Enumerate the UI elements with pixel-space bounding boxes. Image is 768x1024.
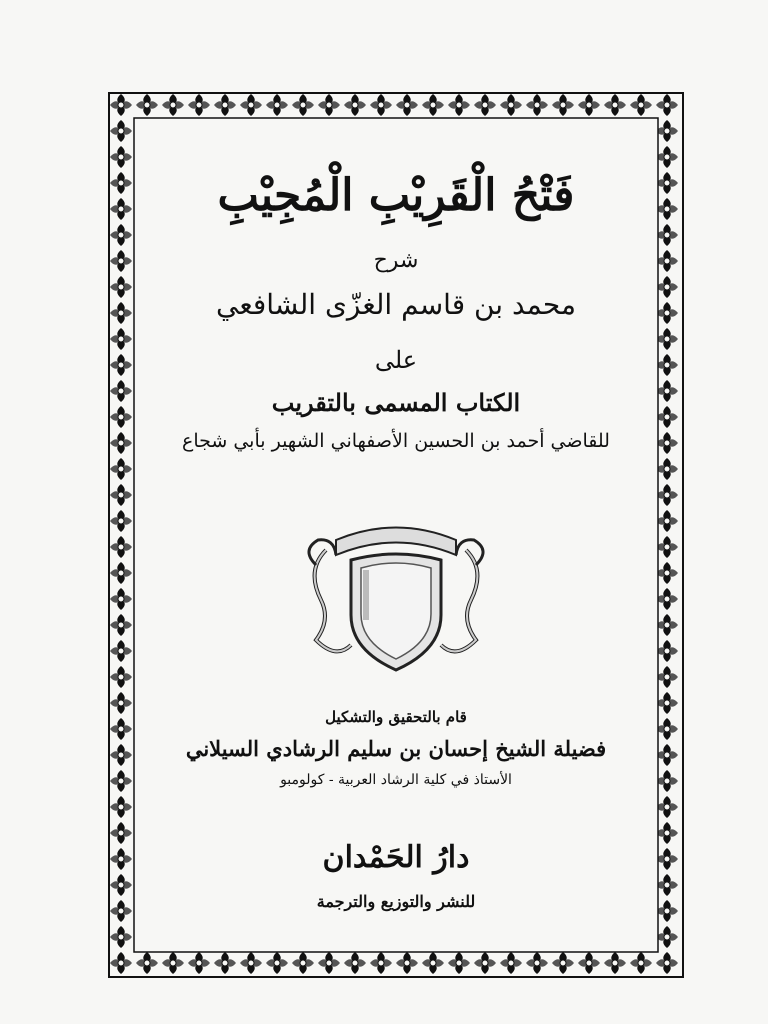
ala-label: على xyxy=(374,346,418,374)
edited-by-label: قام بالتحقيق والتشكيل xyxy=(325,708,467,726)
heraldic-shield-icon xyxy=(296,510,496,680)
original-author-line: للقاضي أحمد بن الحسين الأصفهاني الشهير بأبي شجاع xyxy=(182,430,610,452)
heraldic-shield-emblem xyxy=(296,510,496,680)
editor-title: الأستاذ في كلية الرشاد العربية - كولومبو xyxy=(280,772,512,788)
original-book-name: الكتاب المسمى بالتقريب xyxy=(271,388,521,417)
publisher-name: دارُ الحَمْدان xyxy=(322,840,470,875)
editor-name: فضيلة الشيخ إحسان بن سليم الرشادي السيلاني xyxy=(185,736,607,761)
cover-content xyxy=(148,120,644,940)
sharh-label: شرح xyxy=(373,248,419,273)
book-title: فَتْحُ الْقَرِيْبِ الْمُجِيْبِ xyxy=(217,170,575,221)
publisher-tagline: للنشر والتوزيع والترجمة xyxy=(316,892,476,911)
commentator-name: محمد بن قاسم الغزّى الشافعي xyxy=(216,288,576,321)
